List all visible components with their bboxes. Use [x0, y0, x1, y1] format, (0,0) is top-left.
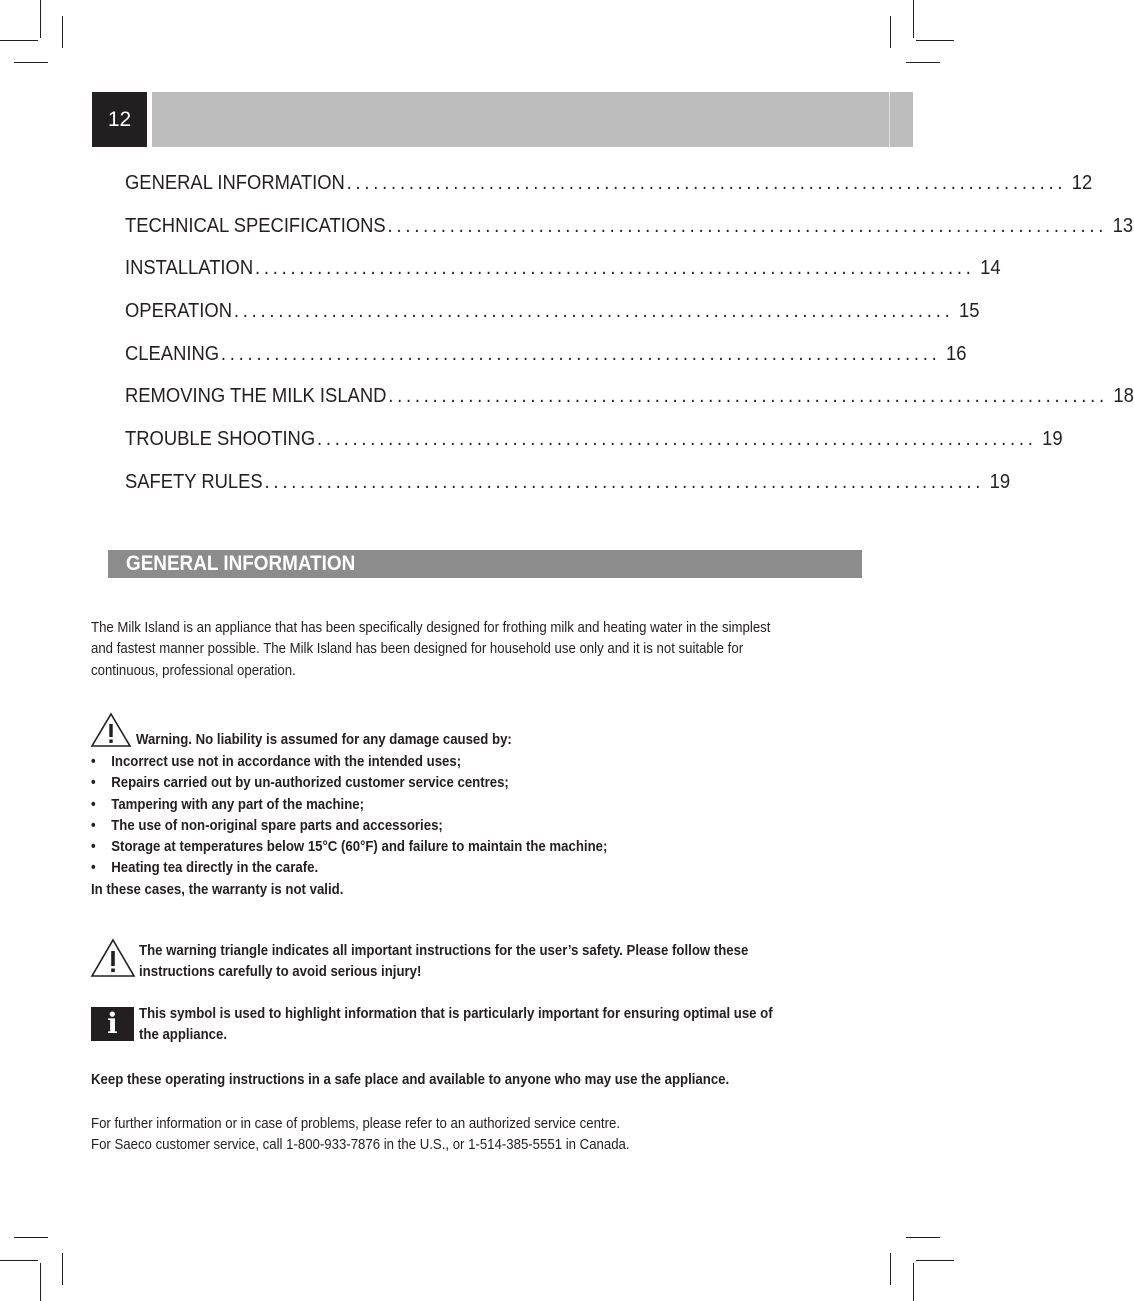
toc-leader-dots: .................................................................................: [388, 385, 1108, 408]
bullet: •: [91, 838, 96, 856]
safety-instructions-note: [139, 940, 748, 983]
toc-leader-dots: .................................................................................: [264, 470, 985, 493]
toc-entry-trouble-shooting[interactable]: [125, 428, 1063, 471]
crop-mark: [62, 1253, 63, 1285]
note-line: This symbol is used to highlight information that is particularly important for ensuring optimal use of: [139, 1005, 773, 1022]
crop-mark: [890, 16, 891, 48]
note-line: The warning triangle indicates all important instructions for the user’s safety. Please follow these: [139, 942, 749, 959]
intro-paragraph: [91, 617, 770, 681]
toc-leader-dots: .................................................................................: [220, 342, 941, 365]
toc-entry-technical-specifications[interactable]: [125, 214, 1134, 258]
crop-mark: [40, 1263, 41, 1301]
toc-entry-title: INSTALLATION: [125, 257, 254, 280]
warning-heading: Warning. No liability is assumed for any damage caused by:: [136, 731, 512, 748]
list-item-text: Tampering with any part of the machine;: [111, 795, 365, 813]
bullet: •: [91, 859, 96, 877]
bullet: •: [91, 795, 96, 813]
toc-entry-page: 12: [1071, 172, 1093, 194]
header-band: [152, 92, 913, 147]
toc-entry-page: 19: [1042, 428, 1063, 451]
toc-leader-dots: .................................................................................: [387, 214, 1108, 237]
crop-mark: [14, 62, 48, 63]
toc-entry-page: 15: [958, 300, 980, 323]
toc-entry-title: REMOVING THE MILK ISLAND: [125, 385, 387, 408]
warning-triangle-icon: [90, 938, 136, 978]
toc-entry-page: 13: [1112, 214, 1134, 237]
toc-entry-title: CLEANING: [125, 342, 220, 365]
toc-entry-title: SAFETY RULES: [125, 470, 263, 493]
note-line: instructions carefully to avoid serious injury!: [139, 963, 422, 981]
list-item-text: Repairs carried out by un-authorized customer service centres;: [111, 774, 509, 792]
list-item: [91, 751, 607, 772]
section-heading-bar: [108, 550, 862, 578]
intro-line: and fastest manner possible. The Milk Island has been designed for household use only and it is not suitable for: [91, 640, 744, 658]
crop-mark: [913, 0, 914, 38]
keep-instructions-note: Keep these operating instructions in a safe place and available to anyone who may use the appliance.: [91, 1071, 730, 1088]
page-number: 12: [107, 108, 132, 131]
customer-service-line: For Saeco customer service, call 1-800-933-7876 in the U.S., or 1-514-385-5551 in Canada.: [91, 1136, 630, 1154]
crop-mark: [916, 1260, 954, 1261]
bullet: •: [91, 753, 96, 770]
info-note: [139, 1003, 773, 1046]
toc-entry-page: 16: [946, 342, 967, 365]
toc-entry-page: 14: [980, 257, 1001, 280]
crop-mark: [62, 16, 63, 48]
warranty-note: In these cases, the warranty is not valid.: [91, 881, 344, 898]
toc-leader-dots: .................................................................................: [317, 428, 1037, 451]
list-item: [91, 836, 607, 857]
toc-entry-removing-the-milk-island[interactable]: [125, 385, 1134, 428]
toc-entry-general-information[interactable]: [125, 172, 1093, 215]
intro-line: The Milk Island is an appliance that has been specifically designed for frothing milk and heating water in the simplest: [91, 619, 771, 636]
further-line: For further information or in case of problems, please refer to an authorized service centre.: [91, 1115, 620, 1132]
header-divider: [889, 92, 890, 147]
crop-mark: [906, 1237, 940, 1238]
list-item: [91, 857, 607, 878]
crop-mark: [0, 40, 38, 41]
section-title: GENERAL INFORMATION: [126, 552, 356, 575]
toc-entry-title: TROUBLE SHOOTING: [125, 428, 316, 451]
list-item: [91, 815, 607, 836]
list-item: [91, 794, 607, 815]
list-item-text: Heating tea directly in the carafe.: [111, 859, 319, 877]
crop-mark: [906, 62, 940, 63]
list-item: [91, 772, 607, 793]
crop-mark: [14, 1237, 48, 1238]
bullet: •: [91, 774, 96, 792]
crop-mark: [890, 1253, 891, 1285]
list-item-text: The use of non-original spare parts and accessories;: [111, 816, 443, 834]
toc-entry-page: 18: [1113, 385, 1134, 408]
warning-list: [91, 751, 678, 879]
toc-entry-page: 19: [989, 470, 1011, 493]
bullet: •: [91, 816, 96, 834]
list-item-text: Storage at temperatures below 15°C (60°F) and failure to maintain the machine;: [111, 838, 608, 856]
toc-entry-safety-rules[interactable]: [125, 470, 1011, 514]
warning-triangle-icon: [90, 712, 132, 748]
toc-entry-title: TECHNICAL SPECIFICATIONS: [125, 214, 386, 237]
list-item-text: Incorrect use not in accordance with the intended uses;: [111, 753, 462, 770]
toc-entry-installation[interactable]: [125, 257, 1001, 300]
toc-leader-dots: .................................................................................: [233, 300, 954, 323]
toc-leader-dots: .................................................................................: [346, 172, 1067, 194]
crop-mark: [913, 1263, 914, 1301]
info-icon: i: [91, 1007, 134, 1041]
toc-entry-operation[interactable]: [125, 300, 980, 343]
note-line: the appliance.: [139, 1026, 228, 1044]
further-information: [91, 1113, 630, 1156]
toc-entry-title: GENERAL INFORMATION: [125, 172, 345, 194]
crop-mark: [0, 1260, 38, 1261]
table-of-contents: [125, 172, 1134, 514]
toc-leader-dots: .................................................................................: [254, 257, 975, 280]
crop-mark: [40, 0, 41, 38]
toc-entry-cleaning[interactable]: [125, 342, 967, 386]
page-number-box: [92, 92, 147, 147]
intro-line: continuous, professional operation.: [91, 661, 296, 679]
crop-mark: [916, 40, 954, 41]
toc-entry-title: OPERATION: [125, 300, 233, 323]
